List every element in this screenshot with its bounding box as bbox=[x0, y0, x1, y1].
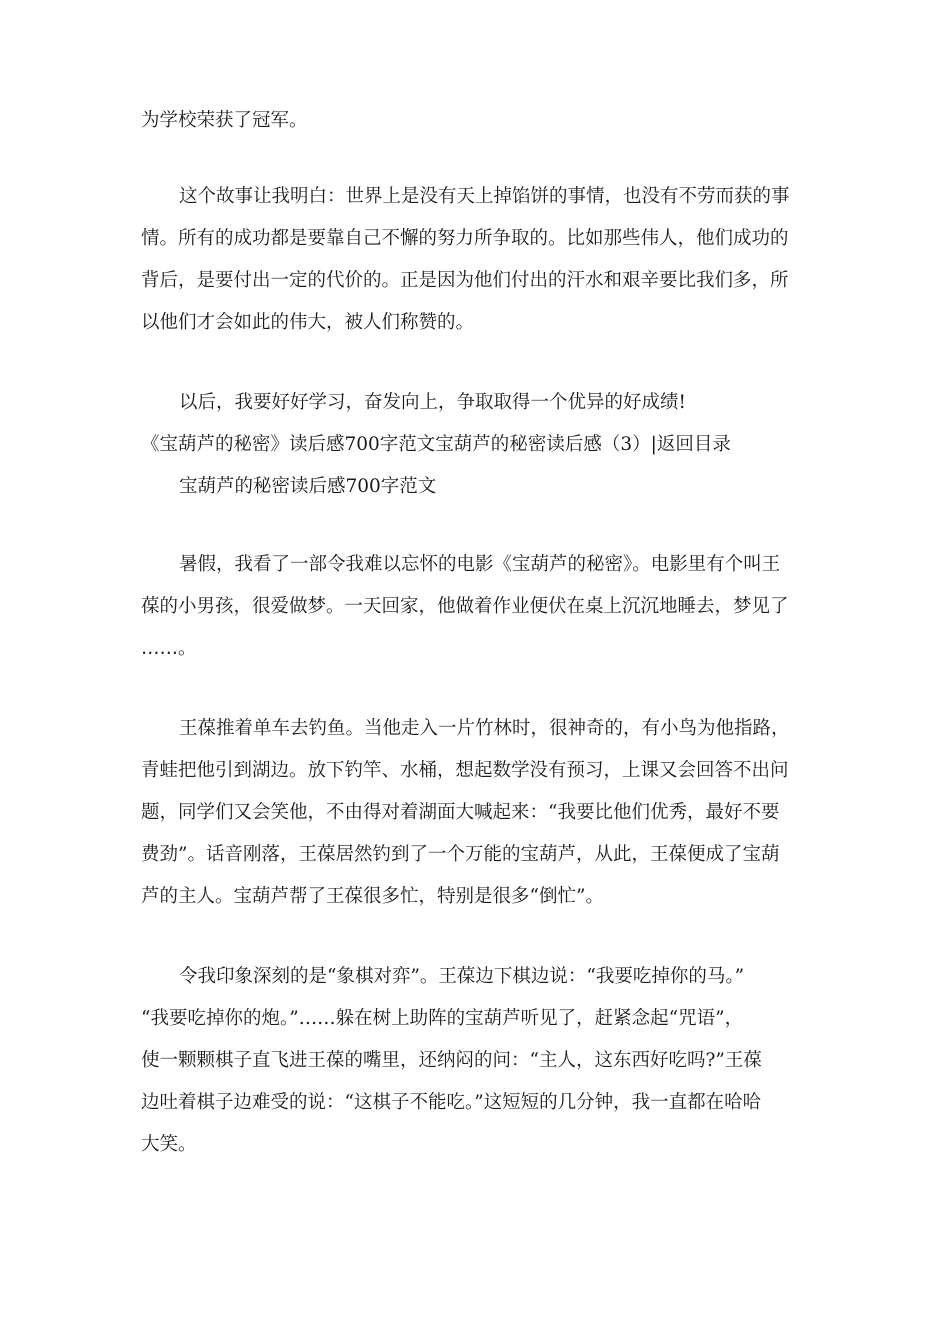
paragraph-line: 令我印象深刻的是“象棋对弈”。王葆边下棋边说：“我要吃掉你的马。” bbox=[179, 966, 745, 987]
paragraph-line: 情。所有的成功都是要靠自己不懈的努力所争取的。比如那些伟人，他们成功的 bbox=[141, 228, 789, 249]
paragraph-line: 王葆推着单车去钓鱼。当他走入一片竹林时，很神奇的，有小鸟为他指路， bbox=[179, 718, 790, 739]
paragraph-line: 背后，是要付出一定的代价的。正是因为他们付出的汗水和艰辛要比我们多，所 bbox=[141, 270, 789, 291]
paragraph-line: 芦的主人。宝葫芦帮了王葆很多忙，特别是很多“倒忙”。 bbox=[141, 886, 604, 907]
paragraph-line: 暑假，我看了一部令我难以忘怀的电影《宝葫芦的秘密》。电影里有个叫王 bbox=[179, 554, 781, 575]
paragraph-line: 大笑。 bbox=[141, 1134, 197, 1155]
paragraph-line: 青蛙把他引到湖边。放下钓竿、水桶，想起数学没有预习，上课又会回答不出问 bbox=[141, 760, 789, 781]
section-heading-link[interactable]: 《宝葫芦的秘密》读后感700字范文宝葫芦的秘密读后感（3）|返回目录 bbox=[141, 434, 731, 455]
paragraph-line: 题，同学们又会笑他，不由得对着湖面大喊起来：“我要比他们优秀，最好不要 bbox=[141, 802, 780, 823]
paragraph-line: ……。 bbox=[141, 638, 197, 659]
paragraph-line: 边吐着棋子边难受的说：“这棋子不能吃。”这短短的几分钟，我一直都在哈哈 bbox=[141, 1092, 762, 1113]
paragraph-line: 以他们才会如此的伟大，被人们称赞的。 bbox=[141, 312, 475, 333]
paragraph-line: 费劲”。话音刚落，王葆居然钓到了一个万能的宝葫芦，从此，王葆便成了宝葫 bbox=[141, 844, 780, 865]
paragraph-line: 为学校荣获了冠军。 bbox=[141, 110, 308, 131]
paragraph-line: 这个故事让我明白：世界上是没有天上掉馅饼的事情，也没有不劳而获的事 bbox=[179, 186, 790, 207]
paragraph-line: 使一颗颗棋子直飞进王葆的嘴里，还纳闷的问：“主人，这东西好吃吗?”王葆 bbox=[141, 1050, 762, 1071]
section-subtitle: 宝葫芦的秘密读后感700字范文 bbox=[179, 476, 437, 497]
paragraph-line: 以后，我要好好学习，奋发向上，争取取得一个优异的好成绩! bbox=[179, 392, 686, 413]
paragraph-line: 葆的小男孩，很爱做梦。一天回家，他做着作业便伏在桌上沉沉地睡去，梦见了 bbox=[141, 596, 789, 617]
paragraph-line: “我要吃掉你的炮。”……躲在树上助阵的宝葫芦听见了，赶紧念起“咒语”， bbox=[141, 1008, 744, 1029]
